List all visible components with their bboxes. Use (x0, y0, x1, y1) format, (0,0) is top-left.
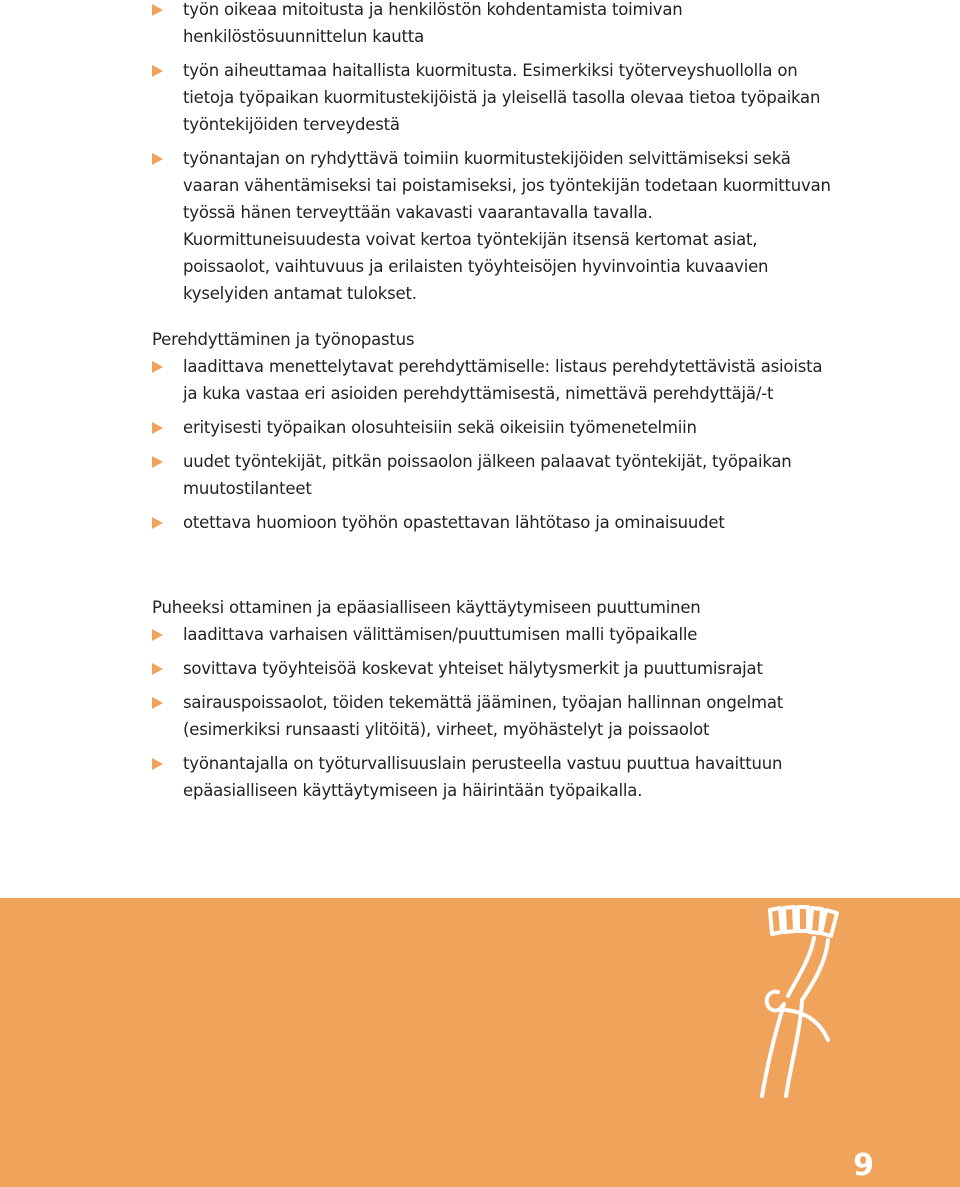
triangle-bullet-icon (152, 422, 163, 434)
list-item (152, 353, 832, 407)
triangle-bullet-icon (152, 758, 163, 770)
list-item (152, 414, 832, 441)
triangle-bullet-icon (152, 629, 163, 641)
triangle-bullet-icon (152, 4, 163, 16)
section-intervention (152, 594, 832, 811)
list-item-text: työn aiheuttamaa haitallista kuormitusta. Esimerkiksi työterveyshuollolla on tietoja työpaikan kuormitustekijöistä ja yleisellä tasolla olevaa tietoa työpaikan työntekijöiden terveydestä (183, 61, 821, 134)
list-item-text: työnantajalla on työturvallisuuslain perusteella vastuu puuttua havaittuun epäasialliseen käyttäytymiseen ja häirintään työpaikalla. (183, 754, 783, 800)
list-item-text: työnantajan on ryhdyttävä toimiin kuormitustekijöiden selvittämiseksi sekä vaaran vähentämiseksi tai poistamiseksi, jos työntekijän todetaan kuormittuvan työssä hänen terveyttään vakavasti vaarantavalla tavalla. Kuormittuneisuudesta voivat kertoa työntekijän itsensä kertomat asiat, poissaolot, vaihtuvuus ja erilaisten työyhteisöjen hyvinvointia kuvaavien kyselyiden antamat tulokset. (183, 149, 831, 303)
triangle-bullet-icon (152, 663, 163, 675)
person-holding-books-icon (716, 900, 866, 1100)
list-item (152, 689, 832, 743)
section-orientation (152, 326, 832, 543)
page-number: 9 (853, 1148, 874, 1183)
triangle-bullet-icon (152, 361, 163, 373)
list-item (152, 621, 832, 648)
section-workload (152, 0, 832, 314)
list-item (152, 145, 832, 307)
list-item (152, 57, 832, 138)
triangle-bullet-icon (152, 517, 163, 529)
list-item (152, 509, 832, 536)
section-heading: Perehdyttäminen ja työnopastus (152, 330, 415, 349)
list-item-text: sairauspoissaolot, töiden tekemättä jääminen, työajan hallinnan ongelmat (esimerkiksi runsaasti ylitöitä), virheet, myöhästelyt ja poissaolot (183, 693, 784, 739)
list-item-text: sovittava työyhteisöä koskevat yhteiset hälytysmerkit ja puuttumisrajat (183, 659, 763, 678)
list-item-text: erityisesti työpaikan olosuhteisiin sekä oikeisiin työmenetelmiin (183, 418, 697, 437)
triangle-bullet-icon (152, 697, 163, 709)
list-item-text: otettava huomioon työhön opastettavan lähtötaso ja ominaisuudet (183, 513, 725, 532)
list-item (152, 750, 832, 804)
list-item (152, 0, 832, 50)
triangle-bullet-icon (152, 153, 163, 165)
list-item-text: uudet työntekijät, pitkän poissaolon jälkeen palaavat työntekijät, työpaikan muutostilanteet (183, 452, 792, 498)
list-item-text: työn oikeaa mitoitusta ja henkilöstön kohdentamista toimivan henkilöstösuunnittelun kautta (183, 0, 683, 46)
triangle-bullet-icon (152, 65, 163, 77)
section-heading: Puheeksi ottaminen ja epäasialliseen käyttäytymiseen puuttuminen (152, 598, 701, 617)
list-item (152, 655, 832, 682)
list-item-text: laadittava menettelytavat perehdyttämiselle: listaus perehdytettävistä asioista ja kuka vastaa eri asioiden perehdyttämisestä, nimettävä perehdyttäjä/-t (183, 357, 823, 403)
list-item (152, 448, 832, 502)
triangle-bullet-icon (152, 456, 163, 468)
list-item-text: laadittava varhaisen välittämisen/puuttumisen malli työpaikalle (183, 625, 698, 644)
